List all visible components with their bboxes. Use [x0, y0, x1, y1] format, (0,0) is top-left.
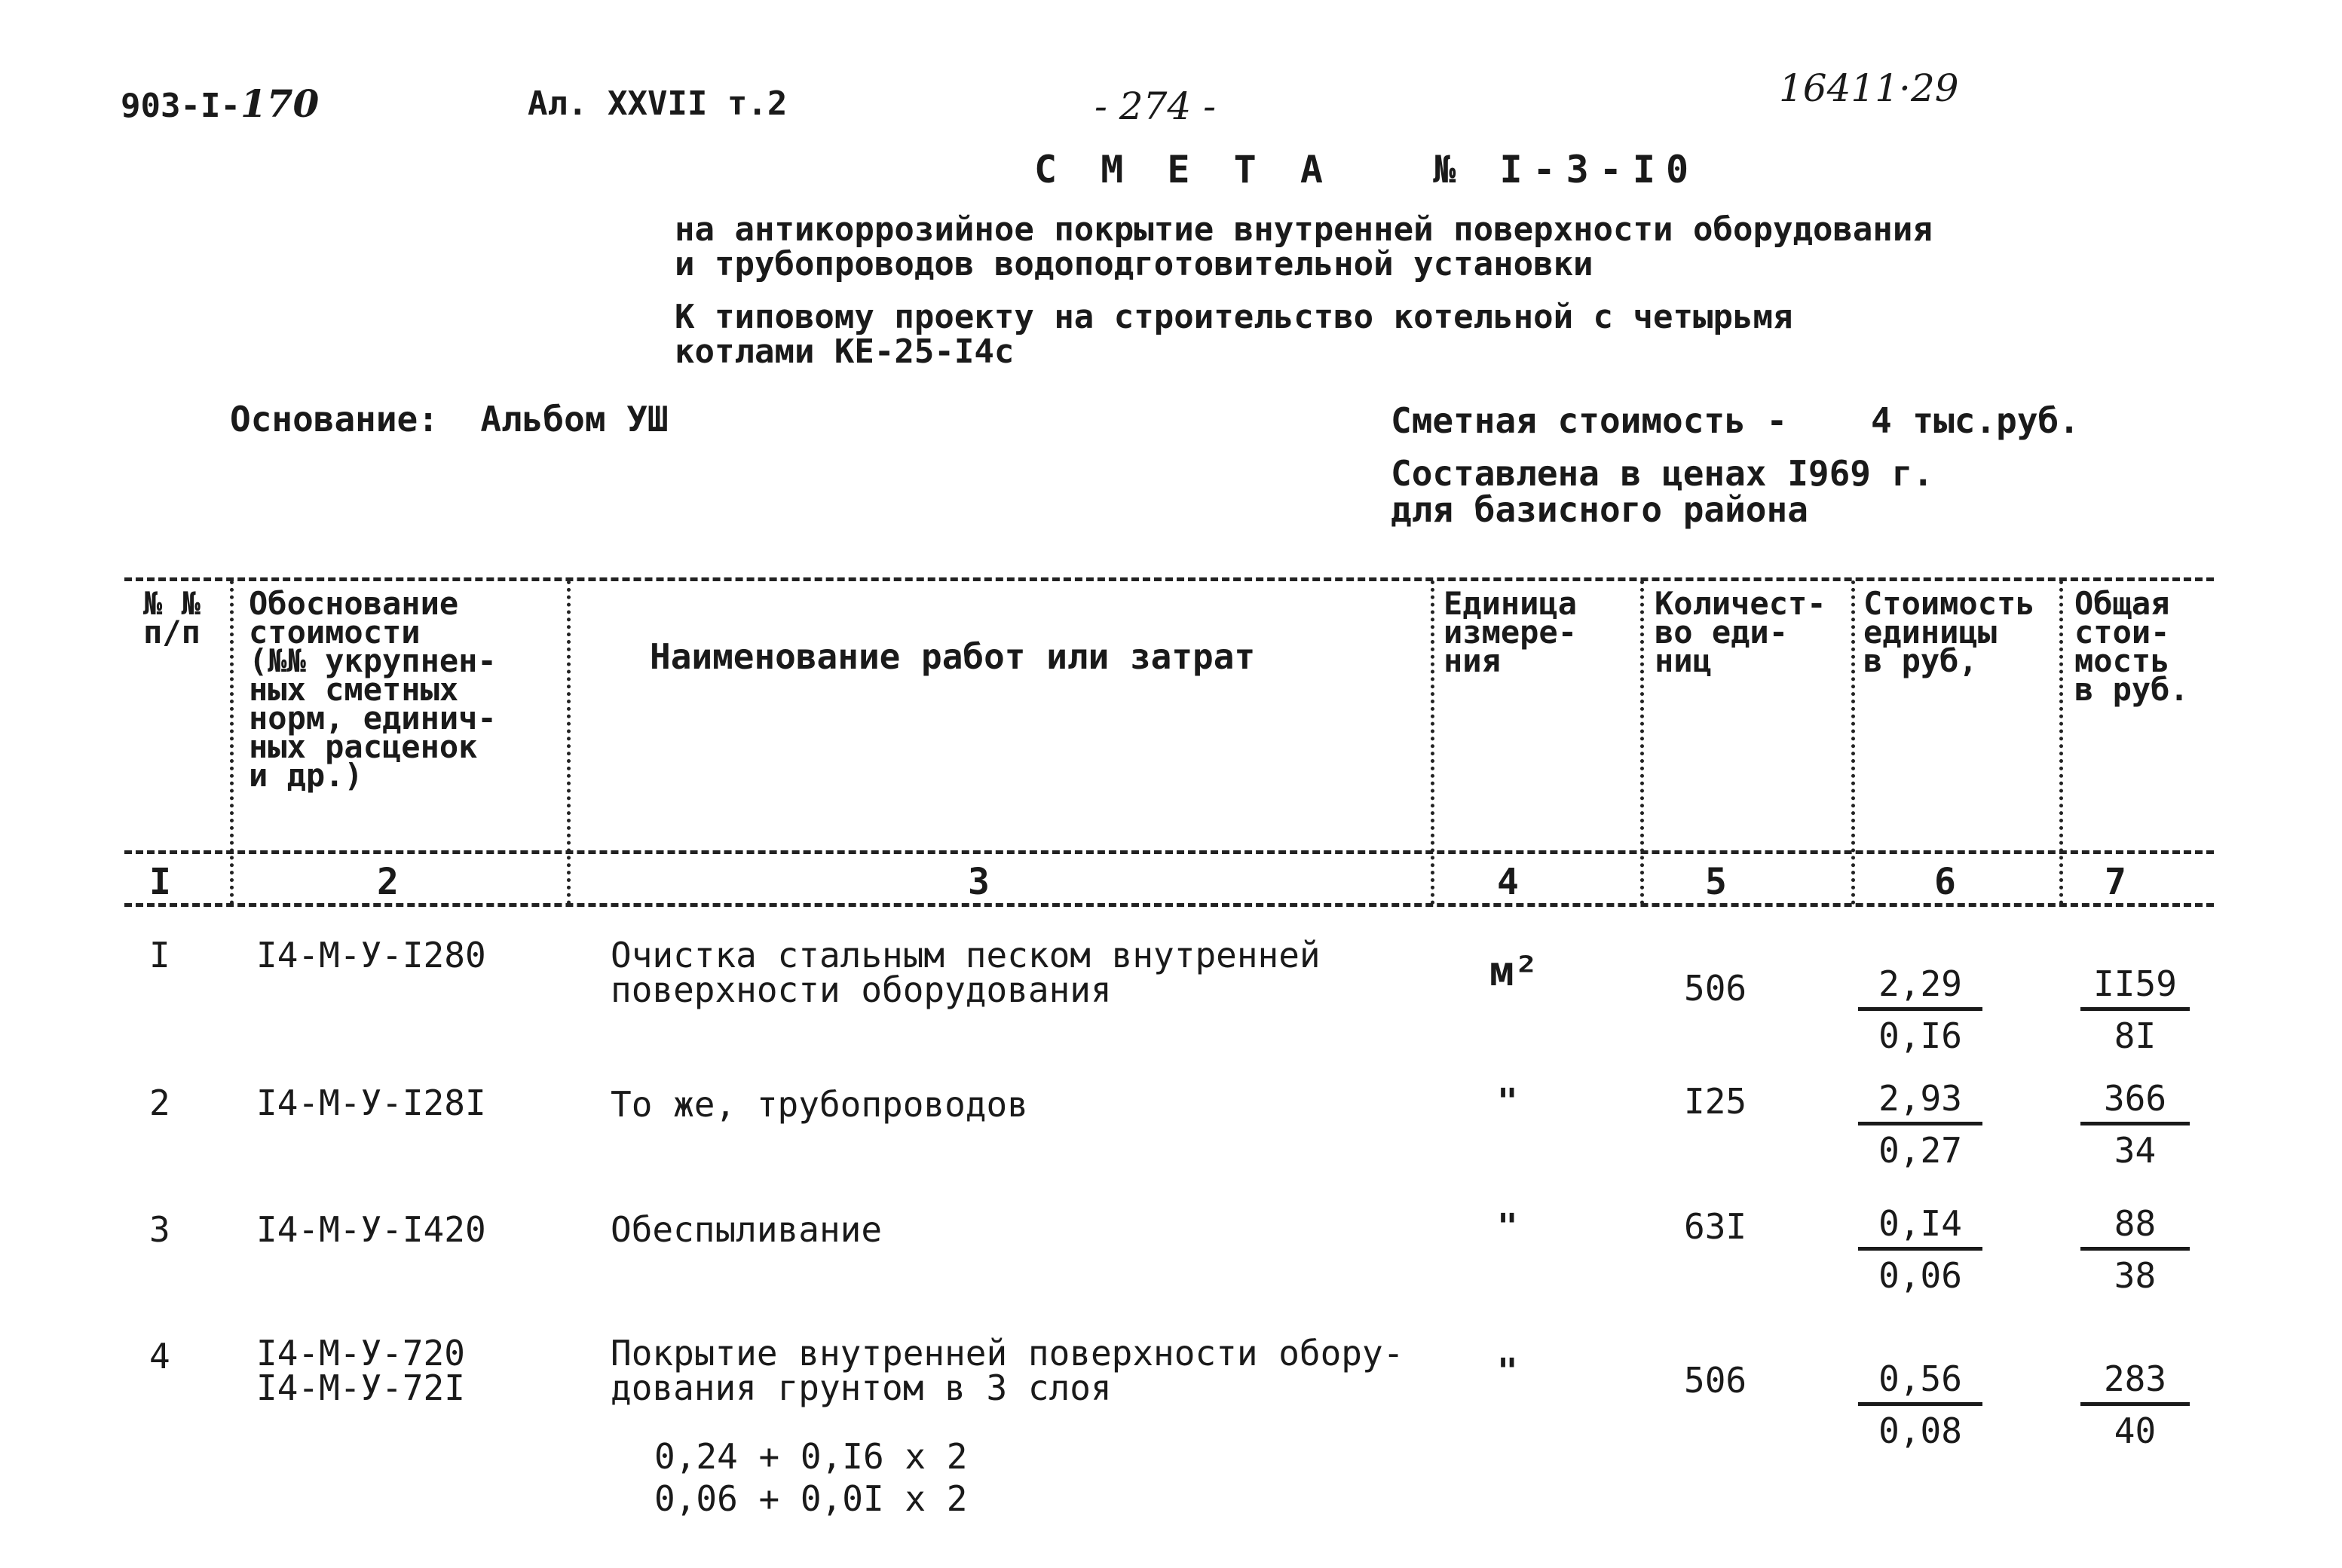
project-line: котлами КЕ-25-I4с: [675, 332, 1015, 371]
row-total-cost: [2080, 1078, 2190, 1171]
row-unit-cost: [1858, 1358, 1982, 1451]
unit-cost-value: 2,93: [1858, 1078, 1982, 1125]
header-line: Обоснование: [249, 585, 459, 622]
header-total-cost: [2074, 585, 2189, 708]
row-unit: ": [1497, 1351, 1518, 1392]
total-cost-wages: 34: [2114, 1130, 2157, 1171]
column-divider: [230, 580, 234, 905]
basis-label: Основание:: [230, 399, 439, 439]
header-line: Количест-: [1655, 585, 1826, 622]
header-bottom-rule: [124, 850, 2214, 854]
price-basis-line: для базисного района: [1391, 489, 1808, 530]
row-unit: ": [1497, 1206, 1518, 1247]
row-quantity: I25: [1684, 1081, 1747, 1122]
row-name-line: Очистка стальным песком внутренней: [611, 935, 1321, 975]
header-line: единицы: [1863, 614, 1998, 651]
header-work-name: [650, 636, 1256, 677]
document-code: [121, 81, 319, 126]
row-number: 3: [149, 1209, 170, 1250]
formula-line: 0,24 + 0,I6 х 2: [654, 1436, 968, 1477]
header-line: № №: [143, 585, 201, 622]
estimated-cost-value: 4 тыс.руб.: [1870, 400, 2080, 441]
header-line: во еди-: [1655, 614, 1789, 651]
row-total-cost: [2080, 1358, 2190, 1451]
row-number: I: [149, 935, 170, 975]
header-unit-cost: [1863, 585, 2035, 679]
column-divider: [2059, 580, 2063, 905]
unit-cost-value: 2,29: [1858, 963, 1982, 1011]
header-line: и др.): [249, 757, 363, 794]
row-name-line: Покрытие внутренней поверхности обору-: [611, 1333, 1404, 1374]
header-row-number: [143, 585, 201, 651]
header-line: ниц: [1655, 642, 1712, 679]
header-line: Общая: [2074, 585, 2170, 622]
table-top-rule: [124, 577, 2214, 581]
row-quantity: 506: [1684, 968, 1747, 1009]
row-name: То же, трубопроводов: [611, 1084, 1028, 1125]
row-unit-cost: [1858, 1078, 1982, 1171]
header-line: стои-: [2074, 614, 2170, 651]
row-unit-cost: [1858, 1203, 1982, 1296]
column-divider: [1431, 580, 1434, 905]
row-formula: [654, 1435, 967, 1520]
column-number: 7: [2105, 861, 2126, 903]
row-quantity: 63I: [1684, 1206, 1747, 1247]
row-name: Обеспыливание: [611, 1209, 883, 1250]
page-number: - 274 -: [1094, 84, 1217, 128]
row-total-cost: [2080, 1203, 2190, 1296]
subtitle-line: и трубопроводов водоподготовительной установки: [675, 245, 1593, 283]
price-basis-line: Составлена в ценах I969 г.: [1391, 453, 1934, 494]
header-line: п/п: [143, 614, 201, 651]
row-code: I4-М-У-I28I: [256, 1083, 486, 1123]
column-divider: [1640, 580, 1644, 905]
subtitle-line: на антикоррозийное покрытие внутренней поверхности оборудования: [675, 210, 1933, 249]
estimated-cost: [1391, 400, 2080, 441]
unit-cost-wages: 0,27: [1878, 1130, 1962, 1171]
header-line: ния: [1443, 642, 1501, 679]
column-number: 5: [1705, 861, 1727, 903]
header-line: Стоимость: [1863, 585, 2035, 622]
row-code-line: I4-М-У-720: [256, 1333, 465, 1374]
total-cost-wages: 8I: [2114, 1015, 2157, 1056]
header-line: Единица: [1443, 585, 1578, 622]
project-reference: [675, 300, 1792, 369]
estimate-title-label: С М Е Т А: [1034, 148, 1333, 191]
estimated-cost-label: Сметная стоимость -: [1391, 400, 1788, 441]
estimate-title: [1034, 148, 1699, 191]
column-number: 3: [968, 861, 990, 903]
basis-value: Альбом УШ: [480, 399, 669, 439]
row-number: 4: [149, 1336, 170, 1377]
column-number: 4: [1497, 861, 1519, 903]
unit-cost-wages: 0,08: [1878, 1410, 1962, 1451]
album-reference: Ал. XXVII т.2: [528, 84, 788, 123]
document-code-handwritten: 170: [240, 81, 320, 126]
total-cost-wages: 40: [2114, 1410, 2157, 1451]
column-numbers-rule: [124, 903, 2214, 907]
formula-line: 0,06 + 0,0I х 2: [654, 1478, 968, 1519]
row-name-line: поверхности оборудования: [611, 969, 1112, 1010]
row-quantity: 506: [1684, 1360, 1747, 1401]
column-number: I: [149, 861, 171, 903]
unit-cost-wages: 0,06: [1878, 1255, 1962, 1296]
header-line: стоимости: [249, 614, 421, 651]
header-line: ных расценок: [249, 728, 478, 765]
row-number: 2: [149, 1083, 170, 1123]
row-code: I4-М-У-I420: [256, 1209, 486, 1250]
stamp-code: 16411·29: [1779, 66, 1959, 110]
price-basis: [1391, 455, 1933, 528]
unit-cost-value: 0,56: [1858, 1358, 1982, 1406]
row-unit: ": [1497, 1081, 1518, 1122]
header-line: в руб.: [2074, 671, 2189, 708]
column-divider: [1851, 580, 1855, 905]
row-code-line: I4-М-У-72I: [256, 1367, 465, 1408]
header-line: мость: [2074, 642, 2170, 679]
row-name: [611, 935, 1321, 1010]
row-unit: м²: [1489, 948, 1539, 995]
row-code: [256, 1333, 465, 1408]
estimate-subtitle: [675, 210, 1933, 283]
column-divider: [567, 580, 571, 905]
total-cost-wages: 38: [2114, 1255, 2157, 1296]
column-number: 6: [1934, 861, 1956, 903]
header-line: (№№ укрупнен-: [249, 642, 497, 679]
unit-cost-wages: 0,I6: [1878, 1015, 1962, 1056]
row-name: [611, 1333, 1404, 1408]
row-total-cost: [2080, 963, 2190, 1056]
header-justification: [249, 585, 497, 794]
header-line: ных сметных: [249, 671, 459, 708]
row-code: I4-М-У-I280: [256, 935, 486, 975]
column-number: 2: [377, 861, 399, 903]
total-cost-value: 283: [2080, 1358, 2190, 1406]
total-cost-value: II59: [2080, 963, 2190, 1011]
unit-cost-value: 0,I4: [1858, 1203, 1982, 1251]
basis: [230, 401, 669, 437]
header-line: норм, единич-: [249, 700, 497, 737]
row-name-line: дования грунтом в 3 слоя: [611, 1367, 1112, 1408]
header-line: Наименование работ или затрат: [650, 636, 1256, 677]
header-line: измере-: [1443, 614, 1578, 651]
estimate-number: № I-3-I0: [1433, 148, 1700, 191]
row-unit-cost: [1858, 963, 1982, 1056]
document-code-printed: 903-I-: [121, 87, 240, 125]
header-line: в руб,: [1863, 642, 1978, 679]
header-unit: [1443, 585, 1578, 679]
total-cost-value: 366: [2080, 1078, 2190, 1125]
total-cost-value: 88: [2080, 1203, 2190, 1251]
header-quantity: [1655, 585, 1826, 679]
project-line: К типовому проекту на строительство котельной с четырьмя: [675, 298, 1793, 336]
